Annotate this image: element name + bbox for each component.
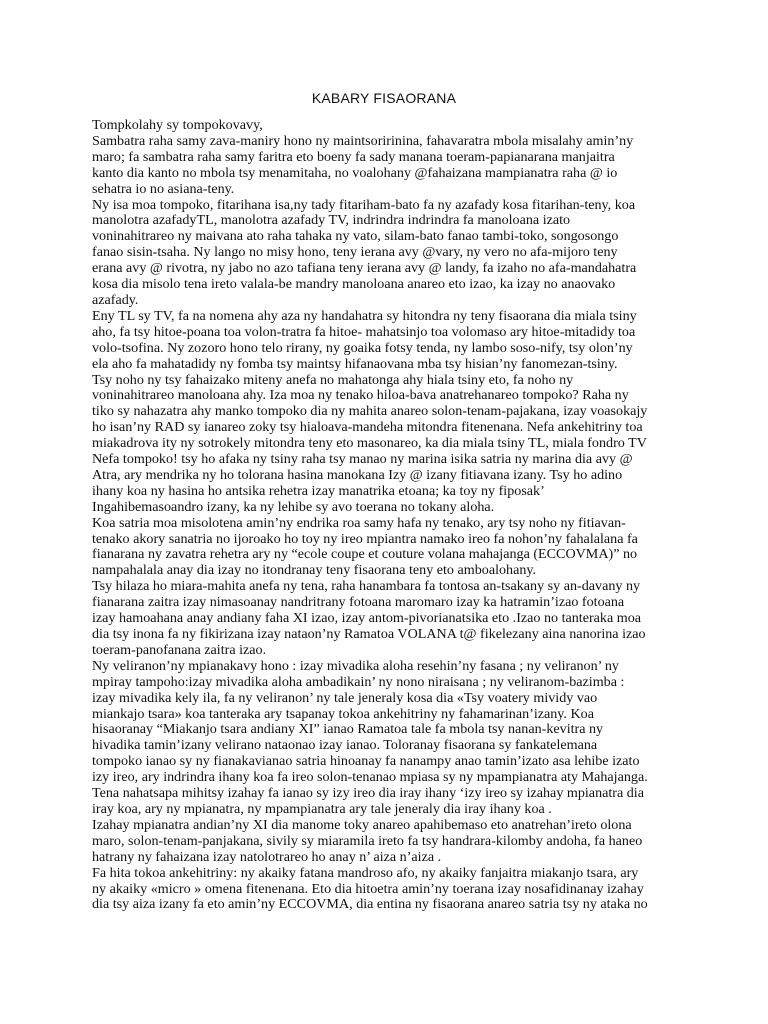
text-line: izay hamoahana anay andiany faha XI izao, izay antom-pivorianatsika eto .Izao no tanteraka moa <box>92 610 642 627</box>
text-line: Tsy noho ny tsy fahaizako miteny anefa no mahatonga ahy hiala tsiny eto, fa noho ny <box>92 371 574 388</box>
text-line: fianarana zaitra izay nimasoanay nandritrany fotoana maromaro izay ka hatramin’izao fotoana <box>92 594 625 611</box>
text-line: nampahalala anay dia izay no itondranay teny fisaorana teny eto amboalohany. <box>92 562 537 579</box>
text-line: fianarana ny zavatra rehetra ary ny “ecole coupe et couture volana mahajanga (ECCOVMA)” no <box>92 546 638 563</box>
text-line: erana avy @ rivotra, ny jabo no azo tafiana teny ierana avy @ landy, fa izaho no afa-mandahatra <box>92 260 637 277</box>
text-line: aho, fa tsy hitoe-poana toa volon-tratra fa hitoe- mahatsinjo toa volomaso ary hitoe-mitadidy toa <box>92 323 636 340</box>
text-line: fanao sisin-tsaha. Ny lango no misy hono, teny ierana avy @vary, ny vero no afa-mijoro teny <box>92 244 618 261</box>
text-line: hatrany ny fahaizana izay natolotrareo ho anay n’ aiza n’aiza . <box>92 848 442 865</box>
paragraph <box>92 516 692 580</box>
text-line: voninahitrareo manoloana ahy. Iza moa ny tenako hiloa-bava anatrehanareo tompoko? Raha ny <box>92 387 629 404</box>
text-line: Eny TL sy TV, fa na nomena ahy aza ny handahatra sy hitondra ny teny fisaorana dia miala tsiny <box>92 307 637 324</box>
text-line: hivadika tamin’izany velirano nataonao izay ianao. Toloranay fisaorana sy fankatelemana <box>92 737 598 754</box>
text-line: dia tsy aiza izany fa eto amin’ny ECCOVMA, dia entina ny fisaorana anareo satria tsy ny ataka no <box>92 896 648 913</box>
text-line: voninahitrareo ny maivana ato raha tahaka ny vato, silam-bato fanao tambi-toko, songosongo <box>92 228 619 245</box>
paragraph <box>92 579 692 659</box>
paragraph <box>92 659 692 818</box>
text-line: Atra, ary mendrika ny ho tolorana hasina manokana Izy @ izany fitiavana izany. Tsy ho adino <box>92 466 623 483</box>
text-line: Ingahibemasoandro izany, ka ny lehibe sy avo toerana no tokany aloha. <box>92 498 495 515</box>
text-line: ela aho fa mahatadidy ny fomba tsy maintsy hifanaovana mba tsy hisian’ny fanomezan-tsiny. <box>92 355 618 372</box>
text-line: manolotra azafadyTL, manolotra azafady TV, indrindra indrindra fa manoloana izato <box>92 212 571 229</box>
text-line: Ny veliranon’ny mpianakavy hono : izay mivadika aloha resehin’ny fasana ; ny veliranon’ ny <box>92 657 619 674</box>
paragraph <box>92 198 692 309</box>
text-line: ny akaiky «micro » omena fitenenana. Eto dia hitoetra amin’ny toerana izay nosafidinanay izahay <box>92 880 644 897</box>
text-line: miakadrova ity ny sotrokely mitondra teny eto masonareo, ka dia miala tsiny TL, miala fondro TV <box>92 435 647 452</box>
paragraph <box>92 818 692 866</box>
text-line: ihany koa ny hasina ho antsika rehetra izay manatrika etoana; ka toy ny fiposak’ <box>92 482 545 499</box>
paragraph <box>92 373 692 516</box>
text-line: kosa dia misolo tena ireto valala-be mandry manoloana anareo eto izao, ka izay no anaovako <box>92 276 616 293</box>
paragraph <box>92 118 692 134</box>
text-line: Fa hita tokoa ankehitriny: ny akaiky fatana mandroso afo, ny akaiky fanjaitra miakanjo tsara, ary <box>92 864 639 881</box>
text-line: kanto dia kanto no mbola tsy menamitaha, no voalohany @fahaizana mampianatra raha @ io <box>92 164 618 181</box>
text-line: izay mivadika kely ila, fa ny veliranon’ ny tale jeneraly kosa dia «Tsy voatery mividy vao <box>92 689 598 706</box>
text-line: maro, solon-tenam-panjakana, sivily sy miaramila ireto fa tsy handrara-kilomby andoha, fa haneo <box>92 832 643 849</box>
text-line: mpiray tampoho:izay mivadika aloha ambadikain’ ny nono niraisana ; ny veliranom-bazimba : <box>92 673 625 690</box>
paragraph <box>92 309 692 373</box>
text-line: Sambatra raha samy zava-maniry hono ny maintsoririnina, fahavaratra mbola misalahy amin’ny <box>92 132 634 149</box>
text-line: tenako akory sanatria no ijoroako ho toy ny ireo mpiantra namako ireo fa nohon’ny fahalalana fa <box>92 530 638 547</box>
text-line: Tsy hilaza ho miara-mahita anefa ny tena, raha hanambara fa tontosa an-tsakany sy an-davany ny <box>92 578 641 595</box>
text-line: Tena nahatsapa mihitsy izahay fa ianao sy izy ireo dia iray ihany ‘izy ireo sy izahay mpianatra dia <box>92 785 644 802</box>
text-line: ho isan’ny RAD sy ianareo zoky tsy hialoava-mandeha mitondra fitenenana. Nefa ankehitriny toa <box>92 419 643 436</box>
text-line: Tompkolahy sy tompokovavy, <box>92 117 263 133</box>
text-line: maro; fa sambatra raha samy faritra eto boeny fa sady manana toeram-papianarana manjaitra <box>92 148 615 165</box>
paragraph <box>92 134 692 198</box>
text-line: hisaoranay “Miakanjo tsara andiany XI” ianao Ramatoa tale fa mbola tsy nanan-kevitra ny <box>92 721 604 738</box>
text-line: iray koa, ary ny mpianatra, ny mpampianatra ary tale jeneraly dia iray ihany koa . <box>92 800 552 817</box>
text-line: azafady. <box>92 291 139 308</box>
text-line: izy ireo, ary indrindra ihany koa fa ireo solon-tenanao mpiasa sy ny mpampianatra aty Mahajanga. <box>92 769 648 786</box>
text-line: dia tsy inona fa ny fikirizana izay nataon’ny Ramatoa VOLANA t@ fikelezany aina nanorina izao <box>92 626 646 642</box>
paragraph <box>92 866 692 914</box>
text-line: Izahay mpianatra andian’ny XI dia manome toky anareo apahibemaso eto anatrehan’ireto olona <box>92 816 632 833</box>
text-line: tiko sy nahazatra ahy manko tompoko dia ny mahita anareo solon-tenam-pajakana, izay voasokajy <box>92 403 648 420</box>
text-line: miankajo tsara» koa tanteraka ary tsapanay tokoa ankehitriny ny fahamarinan’izany. Koa <box>92 705 594 722</box>
text-line: toeram-panofanana zaitra izao. <box>92 641 267 658</box>
text-line: Nefa tompoko! tsy ho afaka ny tsiny raha tsy manao ny marina isika satria ny marina dia avy @ <box>92 451 633 468</box>
text-line: sehatra io no asiana-teny. <box>92 180 235 197</box>
text-line: volo-tsofina. Ny zozoro hono telo rirany, ny goaika fotsy tenda, ny lambo soso-nify, tsy olon’ny <box>92 339 633 356</box>
document-body <box>92 118 692 913</box>
text-line: Ny isa moa tompoko, fitarihana isa,ny tady fitariham-bato fa ny azafady kosa fitarihan-teny, koa <box>92 196 636 213</box>
text-line: tompoko ianao sy ny fianakavianao satria hinoanay fa nanampy anao tamin’izato asa lehibe izato <box>92 753 640 770</box>
document-title: KABARY FISAORANA <box>311 90 457 106</box>
text-line: Koa satria moa misolotena amin’ny endrika roa samy hafa ny tenako, ary tsy noho ny fitiavan- <box>92 514 626 531</box>
